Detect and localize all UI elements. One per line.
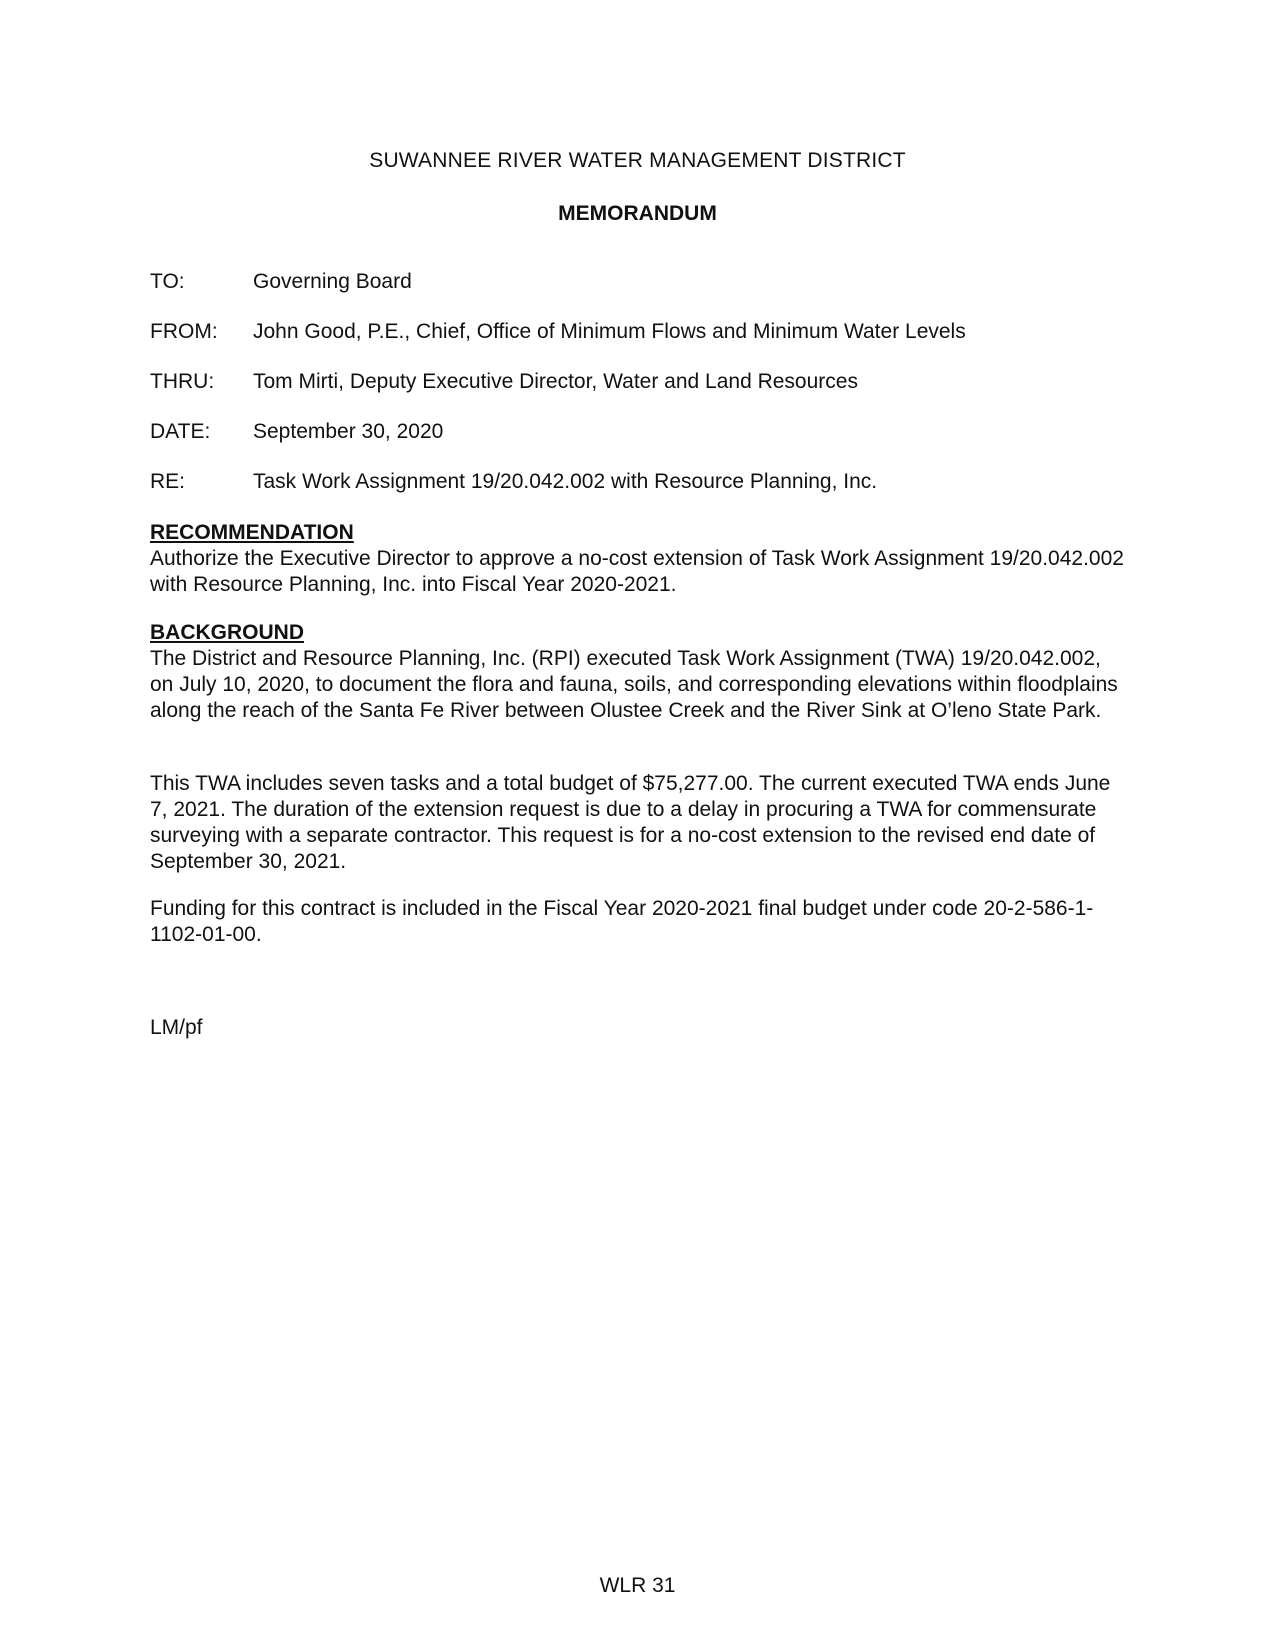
background-heading: BACKGROUND <box>150 621 304 644</box>
background-paragraph-2: This TWA includes seven tasks and a total budget of $75,277.00. The current executed TWA ends June 7, 2021. The duration of the extension request is due to a delay in procuring a TWA for commensurate surveying with a separate contractor. This request is for a no-cost extension to the revised end date of September 30, 2021. <box>150 772 1111 873</box>
re-row <box>150 470 877 494</box>
typist-initials: LM/pf <box>150 1016 203 1039</box>
background-paragraph-1: The District and Resource Planning, Inc. (RPI) executed Task Work Assignment (TWA) 19/20.042.002, on July 10, 2020, to document the flora and fauna, soils, and corresponding elevations within floodplains along the reach of the Santa Fe River between Olustee Creek and the River Sink at O’leno State Park. <box>150 647 1118 722</box>
to-row <box>150 270 412 294</box>
recommendation-text: Authorize the Executive Director to approve a no-cost extension of Task Work Assignment 19/20.042.002 with Resource Planning, Inc. into Fiscal Year 2020-2021. <box>150 547 1124 596</box>
date-label: DATE: <box>150 420 211 443</box>
recommendation-heading: RECOMMENDATION <box>150 521 354 544</box>
date-row <box>150 420 443 444</box>
re-value: Task Work Assignment 19/20.042.002 with Resource Planning, Inc. <box>253 470 878 493</box>
from-row <box>150 320 966 344</box>
thru-value: Tom Mirti, Deputy Executive Director, Water and Land Resources <box>253 370 858 393</box>
to-value: Governing Board <box>253 270 412 293</box>
document-title: MEMORANDUM <box>558 202 717 225</box>
thru-label: THRU: <box>150 370 215 393</box>
thru-row <box>150 370 858 394</box>
from-value: John Good, P.E., Chief, Office of Minimum Flows and Minimum Water Levels <box>253 320 966 343</box>
background-paragraph-3: Funding for this contract is included in the Fiscal Year 2020-2021 final budget under code 20-2-586-1-1102-01-00. <box>150 897 1094 946</box>
from-label: FROM: <box>150 320 218 343</box>
page-number: WLR 31 <box>599 1574 676 1597</box>
to-label: TO: <box>150 270 185 293</box>
organization-name: SUWANNEE RIVER WATER MANAGEMENT DISTRICT <box>369 149 906 172</box>
re-label: RE: <box>150 470 186 493</box>
date-value: September 30, 2020 <box>253 420 444 443</box>
